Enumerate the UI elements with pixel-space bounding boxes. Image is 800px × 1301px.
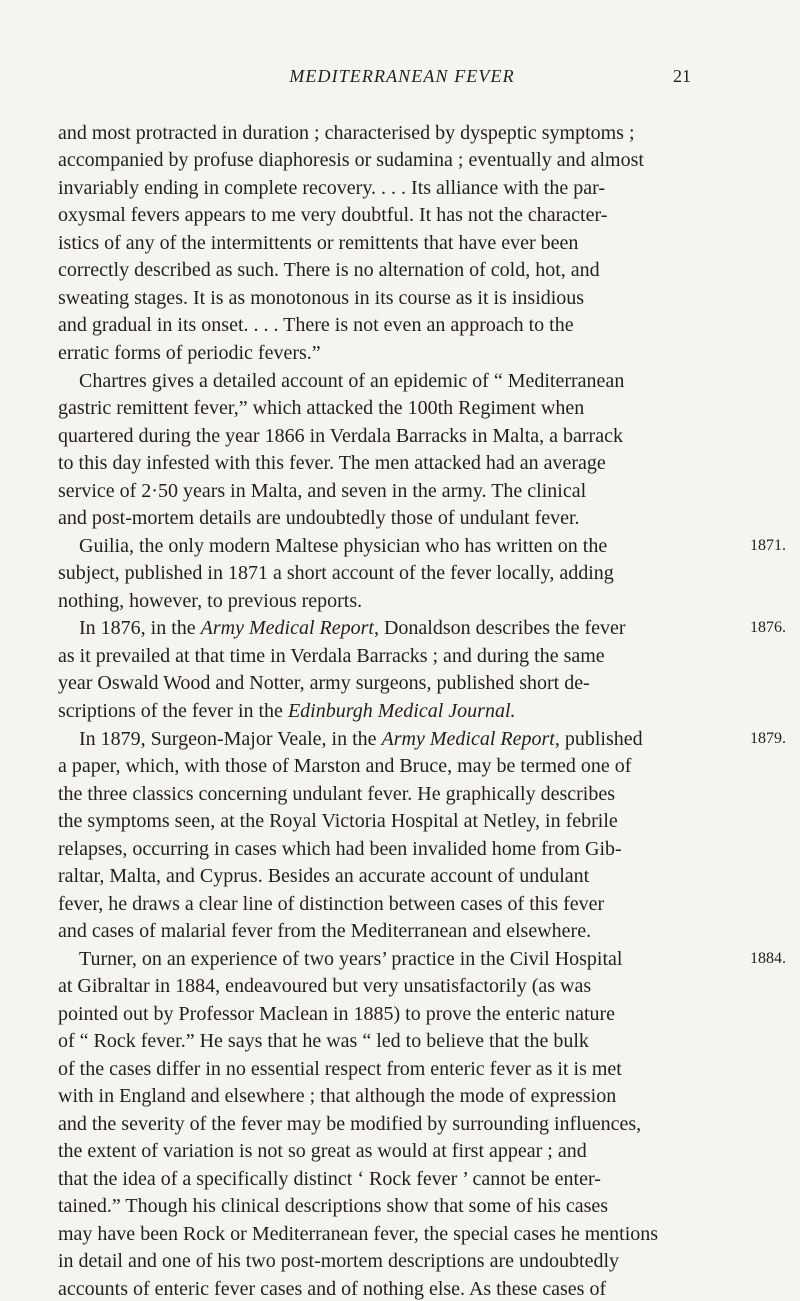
text-line: year Oswald Wood and Notter, army surgeons, published short de-: [58, 672, 590, 694]
paragraph-start-line: Chartres gives a detailed account of an epidemic of “ Mediterranean: [79, 370, 625, 392]
page-number: 21: [673, 66, 691, 86]
margin-year-1871: 1871.: [750, 537, 786, 554]
text-line: raltar, Malta, and Cyprus. Besides an accurate account of undulant: [58, 865, 590, 887]
text-line: of “ Rock fever.” He says that he was “ led to believe that the bulk: [58, 1030, 589, 1052]
paragraph-start-line: [79, 616, 738, 640]
paragraph-start-line: [79, 727, 738, 751]
text-line: accounts of enteric fever cases and of nothing else. As these cases of: [58, 1278, 607, 1300]
text-line: that the idea of a specifically distinct ‘ Rock fever ’ cannot be enter-: [58, 1168, 601, 1190]
text-line: istics of any of the intermittents or remittents that have ever been: [58, 232, 579, 254]
text-segment: In 1879, Surgeon-Major Veale, in the: [79, 728, 382, 750]
paragraph-start-line: Turner, on an experience of two years’ practice in the Civil Hospital: [79, 948, 623, 970]
text-line: and gradual in its onset. . . . There is not even an approach to the: [58, 314, 574, 336]
text-line: correctly described as such. There is no alternation of cold, hot, and: [58, 259, 600, 281]
text-line: relapses, occurring in cases which had been invalided home from Gib-: [58, 838, 622, 860]
text-line: accompanied by profuse diaphoresis or sudamina ; eventually and almost: [58, 149, 644, 171]
text-line: [58, 699, 738, 723]
text-segment: In 1876, in the: [79, 617, 201, 639]
text-line: the extent of variation is not so great as would at first appear ; and: [58, 1140, 587, 1162]
text-line: the three classics concerning undulant fever. He graphically describes: [58, 783, 616, 805]
margin-year-1879: 1879.: [750, 730, 786, 747]
text-line: in detail and one of his two post-mortem descriptions are undoubtedly: [58, 1250, 619, 1272]
text-line: and post-mortem details are undoubtedly those of undulant fever.: [58, 507, 580, 529]
text-line: a paper, which, with those of Marston and Bruce, may be termed one of: [58, 755, 632, 777]
text-line: sweating stages. It is as monotonous in its course as it is insidious: [58, 287, 585, 309]
running-title: MEDITERRANEAN FEVER: [289, 66, 515, 86]
italic-title-army-medical-report: Army Medical Report: [381, 728, 555, 750]
text-line: pointed out by Professor Maclean in 1885) to prove the enteric nature: [58, 1003, 616, 1025]
italic-title-edinburgh-medical-journal: Edinburgh Medical Journal.: [287, 700, 516, 722]
text-line: quartered during the year 1866 in Verdala Barracks in Malta, a barrack: [58, 425, 623, 447]
text-line: as it prevailed at that time in Verdala Barracks ; and during the same: [58, 645, 605, 667]
text-line: of the cases differ in no essential respect from enteric fever as it is met: [58, 1058, 622, 1080]
text-line: erratic forms of periodic fevers.”: [58, 342, 321, 364]
text-line: with in England and elsewhere ; that although the mode of expression: [58, 1085, 617, 1107]
text-line: at Gibraltar in 1884, endeavoured but very unsatisfactorily (as was: [58, 975, 592, 997]
text-line: to this day infested with this fever. The men attacked had an average: [58, 452, 606, 474]
text-line: fever, he draws a clear line of distinction between cases of this fever: [58, 893, 605, 915]
text-line: and the severity of the fever may be modified by surrounding influences,: [58, 1113, 642, 1135]
text-line: subject, published in 1871 a short account of the fever locally, adding: [58, 562, 614, 584]
text-line: and most protracted in duration ; characterised by dyspeptic symptoms ;: [58, 122, 635, 144]
text-line: tained.” Though his clinical descriptions show that some of his cases: [58, 1195, 609, 1217]
page-header: [113, 64, 691, 88]
text-line: nothing, however, to previous reports.: [58, 590, 363, 612]
text-segment: scriptions of the fever in the: [58, 700, 288, 722]
text-line: service of 2·50 years in Malta, and seven in the army. The clinical: [58, 480, 587, 502]
text-segment: , published: [554, 728, 643, 750]
margin-year-1884: 1884.: [750, 950, 786, 967]
text-line: may have been Rock or Mediterranean fever, the special cases he mentions: [58, 1223, 659, 1245]
text-segment: , Donaldson describes the fever: [373, 617, 626, 639]
text-line: oxysmal fevers appears to me very doubtful. It has not the character-: [58, 204, 608, 226]
paragraph-start-line: Guilia, the only modern Maltese physician who has written on the: [79, 535, 608, 557]
text-line: invariably ending in complete recovery. . . . Its alliance with the par-: [58, 177, 605, 199]
italic-title-army-medical-report: Army Medical Report: [200, 617, 374, 639]
margin-year-1876: 1876.: [750, 619, 786, 636]
text-line: the symptoms seen, at the Royal Victoria Hospital at Netley, in febrile: [58, 810, 618, 832]
text-line: and cases of malarial fever from the Mediterranean and elsewhere.: [58, 920, 592, 942]
text-line: gastric remittent fever,” which attacked the 100th Regiment when: [58, 397, 585, 419]
